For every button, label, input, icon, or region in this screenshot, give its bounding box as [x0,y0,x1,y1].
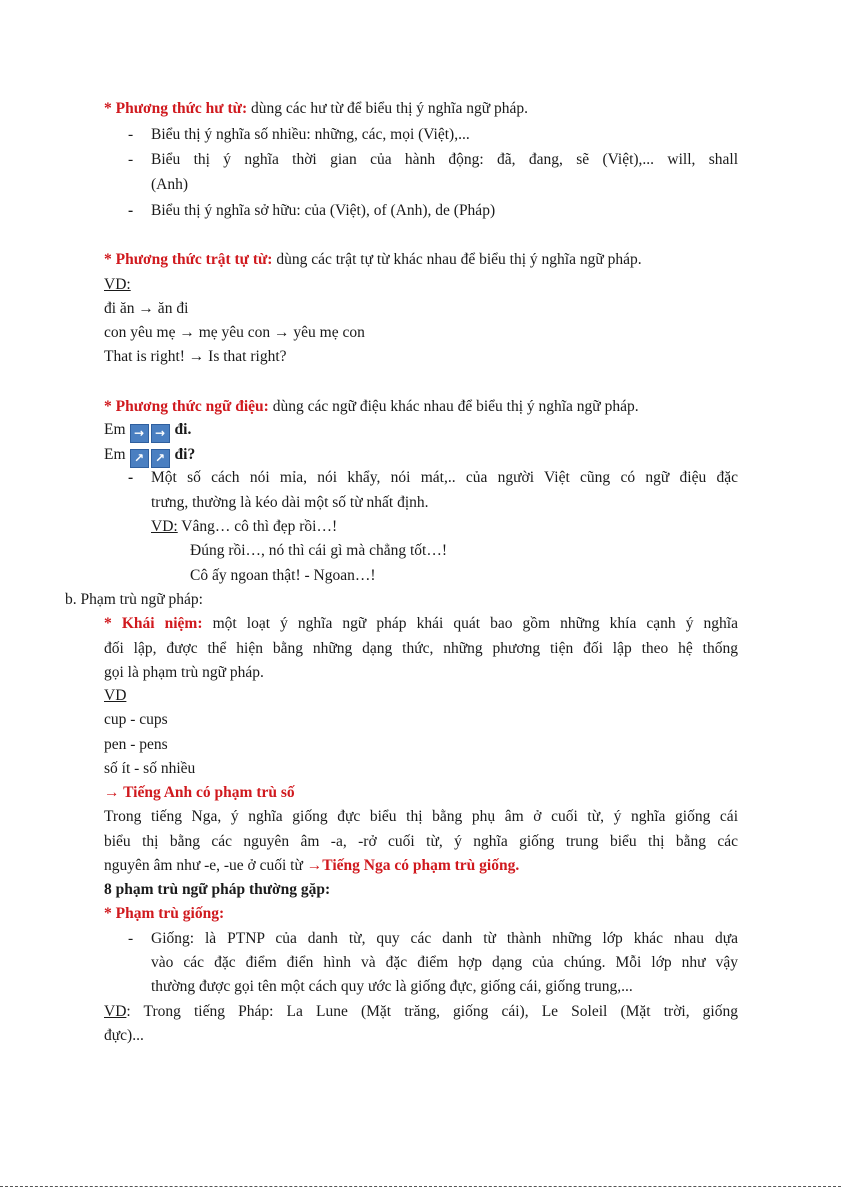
pham-tru-vd: VD [104,687,127,704]
di-statement: đi. [174,421,192,438]
hu-tu-bullet-3: Biểu thị ý nghĩa sở hữu: của (Việt), of (Anh), de (Pháp) [151,202,496,219]
section-b-title: b. Phạm trù ngữ pháp: [65,591,203,608]
ngu-dieu-vd: VD: [151,518,178,535]
bullet-dash: - [128,202,134,219]
ngu-dieu-em-1 [104,420,191,443]
khai-niem-heading: * Khái niệm: [104,615,203,632]
giong-line-3: thường được gọi tên một cách quy ước là giống đực, giống cái, giống trung,... [151,978,633,995]
giong-line-2: vào các đặc điểm điển hình và đặc điểm hợp dạng của chúng. Mỗi lớp như vậy [151,954,738,971]
ngu-dieu-desc: dùng các ngữ điệu khác nhau để biểu thị ý nghĩa ngữ pháp. [268,398,639,415]
giong-vd-text: : Trong tiếng Pháp: La Lune (Mặt trăng, giống cái), Le Soleil (Mặt trời, giống [126,1003,738,1020]
ngu-dieu-bullet-1: Một số cách nói mỉa, nói khẩy, nói mát,.. của người Việt cũng có ngữ điệu đặc [151,469,738,486]
trat-tu-desc: dùng các trật tự từ khác nhau để biểu thị ý nghĩa ngữ pháp. [272,251,642,268]
pham-tru-example-1: cup - cups [104,711,168,728]
giong-vd: VD [104,1003,127,1020]
bullet-dash: - [128,930,134,947]
bullet-dash: - [128,151,134,168]
pham-tru-example-2: pen - pens [104,736,168,753]
ngu-dieu-em-2 [104,445,195,468]
tieng-nga-line-1: Trong tiếng Nga, ý nghĩa giống đực biểu thị bằng phụ âm ở cuối từ, ý nghĩa giống cái [104,808,738,825]
giong-line-1: Giống: là PTNP của danh từ, quy các danh từ thành những lớp khác nhau dựa [151,930,738,947]
khai-niem-line-2: đối lập, được thể hiện bằng những dạng thức, những phương tiện đối lập theo hệ thống [104,640,738,657]
arrow-right-icon: → [151,424,170,443]
pham-tru-example-3: số ít - số nhiều [104,760,196,777]
trat-tu-example-2: con yêu mẹ → mẹ yêu con → yêu mẹ con [104,324,365,341]
hu-tu-bullet-2: Biểu thị ý nghĩa thời gian của hành động: đã, đang, sẽ (Việt),... will, shall [151,151,738,168]
hu-tu-heading: * Phương thức hư từ: [104,100,248,117]
khai-niem-line-3: gọi là phạm trù ngữ pháp. [104,664,264,681]
hu-tu-bullet-2-cont: (Anh) [151,176,189,193]
ngu-dieu-example-1: Vâng… cô thì đẹp rồi…! [177,518,338,535]
ngu-dieu-heading: * Phương thức ngữ điệu: [104,398,269,415]
giong-vd-line-1 [104,1002,738,1022]
pham-tru-giong-heading: * Phạm trù giống: [104,905,225,922]
bullet-dash: - [128,469,134,486]
arrow-up-right-icon: ↗ [151,449,170,468]
khai-niem-line-1 [104,614,738,634]
tieng-nga-line-2: biểu thị bằng các nguyên âm -a, -rở cuối từ, ý nghĩa giống trung biểu thị bằng các [104,833,738,850]
arrow-right-icon: → [130,424,149,443]
ngu-dieu-bullet-1-cont: trưng, thường là kéo dài một số từ nhất định. [151,494,429,511]
hu-tu-desc: dùng các hư từ để biểu thị ý nghĩa ngữ pháp. [247,100,529,117]
em-word: Em [104,446,126,463]
trat-tu-example-3: That is right! → Is that right? [104,348,287,365]
ngu-dieu-example-3: Cô ấy ngoan thật! - Ngoan…! [190,567,376,584]
tieng-nga-text: nguyên âm như -e, -ue ở cuối từ [104,857,307,874]
arrow-up-right-icon: ↗ [130,449,149,468]
tieng-nga-conclusion: →Tiếng Nga có phạm trù giống. [306,857,520,874]
bullet-dash: - [128,126,134,143]
di-question: đi? [174,446,196,463]
em-word: Em [104,421,126,438]
tieng-nga-line-3 [104,856,519,876]
giong-vd-line-2: đực)... [104,1027,144,1044]
trat-tu-heading-line [104,250,642,270]
ngu-dieu-vd-line [151,517,337,537]
tieng-anh-conclusion: → Tiếng Anh có phạm trù số [104,784,295,801]
hu-tu-bullet-1: Biểu thị ý nghĩa số nhiều: những, các, mọi (Việt),... [151,126,470,143]
khai-niem-text: một loạt ý nghĩa ngữ pháp khái quát bao gồm những khía cạnh ý nghĩa [202,615,738,632]
page-bottom-divider [0,1186,841,1187]
trat-tu-heading: * Phương thức trật tự từ: [104,251,273,268]
common-categories-heading: 8 phạm trù ngữ pháp thường gặp: [104,881,331,898]
trat-tu-example-1: đi ăn → ăn đi [104,300,189,317]
hu-tu-heading-line [104,99,528,119]
trat-tu-vd: VD: [104,276,131,293]
ngu-dieu-heading-line [104,397,639,417]
ngu-dieu-example-2: Đúng rồi…, nó thì cái gì mà chẳng tốt…! [190,542,447,559]
